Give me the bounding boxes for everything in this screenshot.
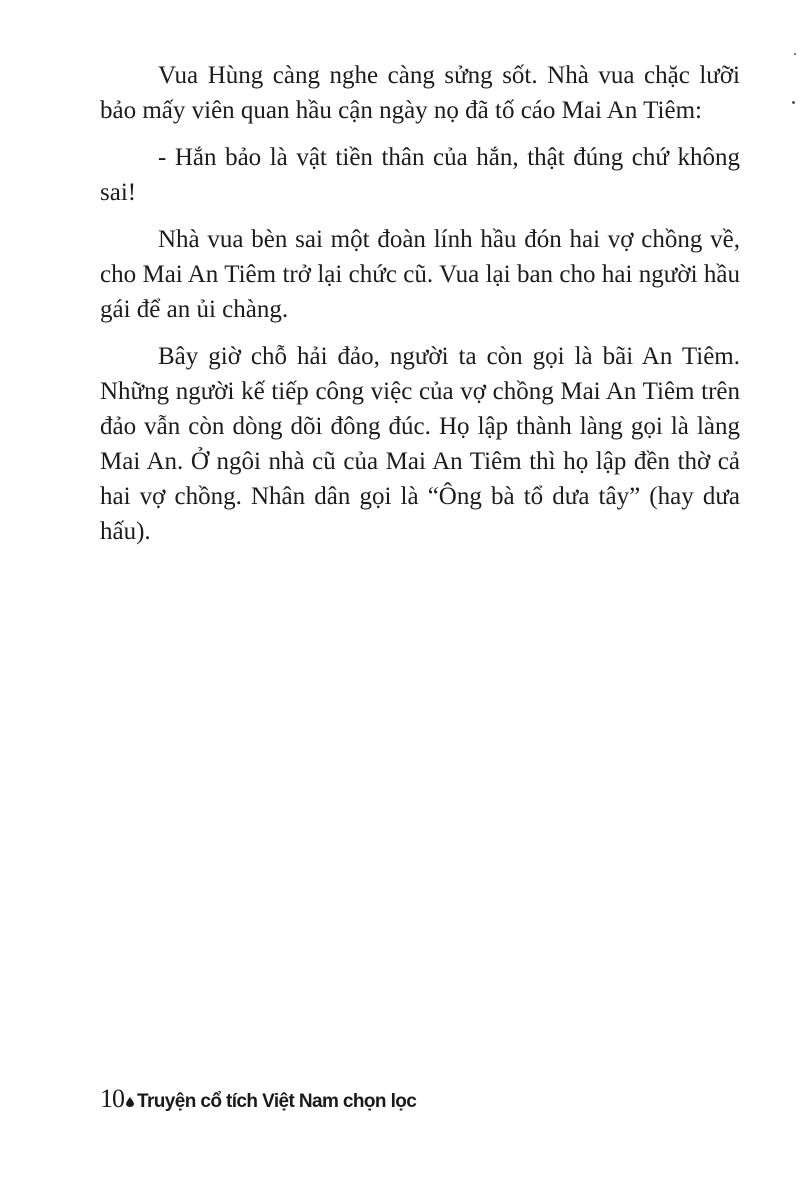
paragraph-2: - Hắn bảo là vật tiền thân của hắn, thật đúng chứ không sai! — [100, 144, 740, 206]
scan-speck — [794, 53, 796, 55]
drop-icon — [126, 1097, 134, 1107]
page-footer — [100, 1084, 416, 1114]
book-title: Truyện cổ tích Việt Nam chọn lọc — [137, 1091, 417, 1112]
scan-speck — [792, 101, 795, 104]
paragraph-4: Bây giờ chỗ hải đảo, người ta còn gọi là bãi An Tiêm. Những người kế tiếp công việc của vợ chồng Mai An Tiêm trên đảo vẫn còn dòng dõi đông đúc. Họ lập thành làng gọi là làng Mai An. Ở ngôi nhà cũ của Mai An Tiêm thì họ lập đền thờ cả hai vợ chồng. Nhân dân gọi là “Ông bà tổ dưa tây” (hay dưa hấu). — [100, 343, 740, 545]
story-text — [100, 58, 740, 561]
paragraph-1: Vua Hùng càng nghe càng sửng sốt. Nhà vua chặc lưỡi bảo mấy viên quan hầu cận ngày nọ đã tố cáo Mai An Tiêm: — [100, 62, 740, 124]
paragraph-3: Nhà vua bèn sai một đoàn lính hầu đón hai vợ chồng về, cho Mai An Tiêm trở lại chức cũ. Vua lại ban cho hai người hầu gái để an ủi chàng. — [100, 226, 740, 323]
page-number: 10 — [100, 1084, 124, 1113]
